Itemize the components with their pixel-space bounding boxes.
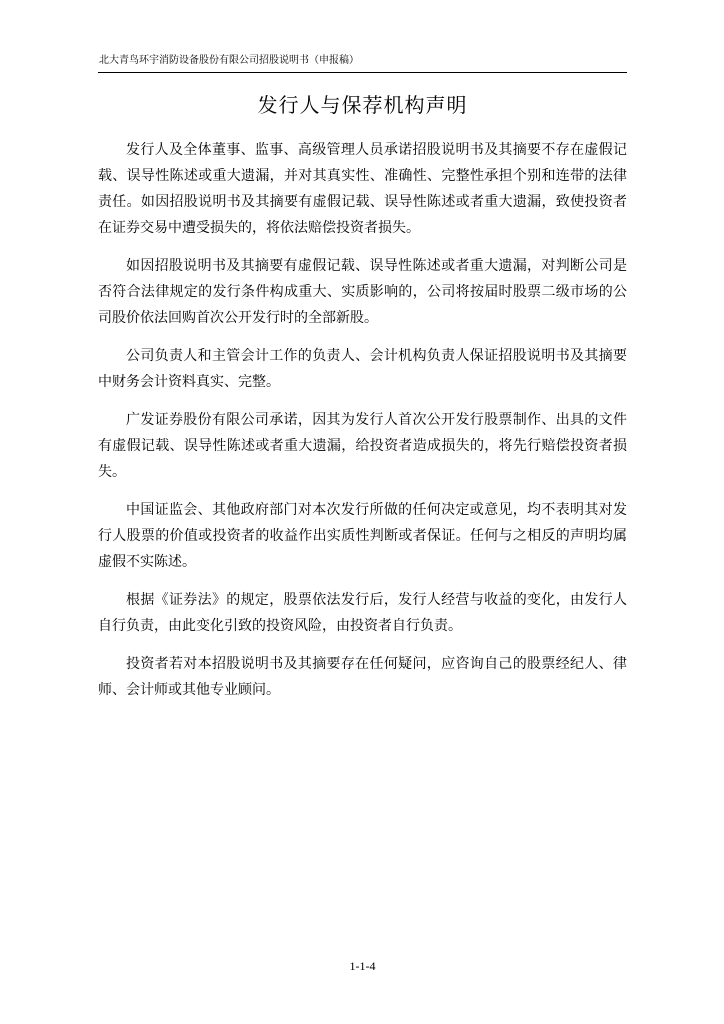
paragraph-csrc-disclaimer: 中国证监会、其他政府部门对本次发行所做的任何决定或意见，均不表明其对发行人股票的价值或投资者的收益作出实质性判断或者保证。任何与之相反的声明均属虚假不实陈述。 — [98, 502, 627, 570]
header-divider — [98, 72, 627, 73]
paragraph-securities-law: 根据《证券法》的规定，股票依法发行后，发行人经营与收益的变化，由发行人自行负责，由此变化引致的投资风险，由投资者自行负责。 — [98, 592, 627, 634]
paragraph-accounting-assurance: 公司负责人和主管会计工作的负责人、会计机构负责人保证招股说明书及其摘要中财务会计资料真实、完整。 — [98, 348, 627, 390]
paragraph-share-buyback: 如因招股说明书及其摘要有虚假记载、误导性陈述或者重大遗漏，对判断公司是否符合法律规定的发行条件构成重大、实质影响的，公司将按届时股票二级市场的公司股价依法回购首次公开发行时的全部新股。 — [98, 258, 627, 326]
paragraph-sponsor-commitment: 广发证券股份有限公司承诺，因其为发行人首次公开发行股票制作、出具的文件有虚假记载、误导性陈述或者重大遗漏，给投资者造成损失的，将先行赔偿投资者损失。 — [98, 412, 627, 480]
page-number: 1-1-4 — [349, 959, 376, 973]
page-title: 发行人与保荐机构声明 — [257, 93, 468, 117]
declaration-body — [98, 137, 627, 715]
running-header: 北大青鸟环宇消防设备股份有限公司招股说明书（申报稿） — [99, 55, 359, 66]
paragraph-investor-advice: 投资者若对本招股说明书及其摘要存在任何疑问，应咨询自己的股票经纪人、律师、会计师或其他专业顾问。 — [98, 656, 627, 698]
paragraph-issuer-commitment: 发行人及全体董事、监事、高级管理人员承诺招股说明书及其摘要不存在虚假记载、误导性陈述或重大遗漏，并对其真实性、准确性、完整性承担个别和连带的法律责任。如因招股说明书及其摘要有虚假记载、误导性陈述或者重大遗漏，致使投资者在证券交易中遭受损失的，将依法赔偿投资者损失。 — [98, 142, 627, 236]
